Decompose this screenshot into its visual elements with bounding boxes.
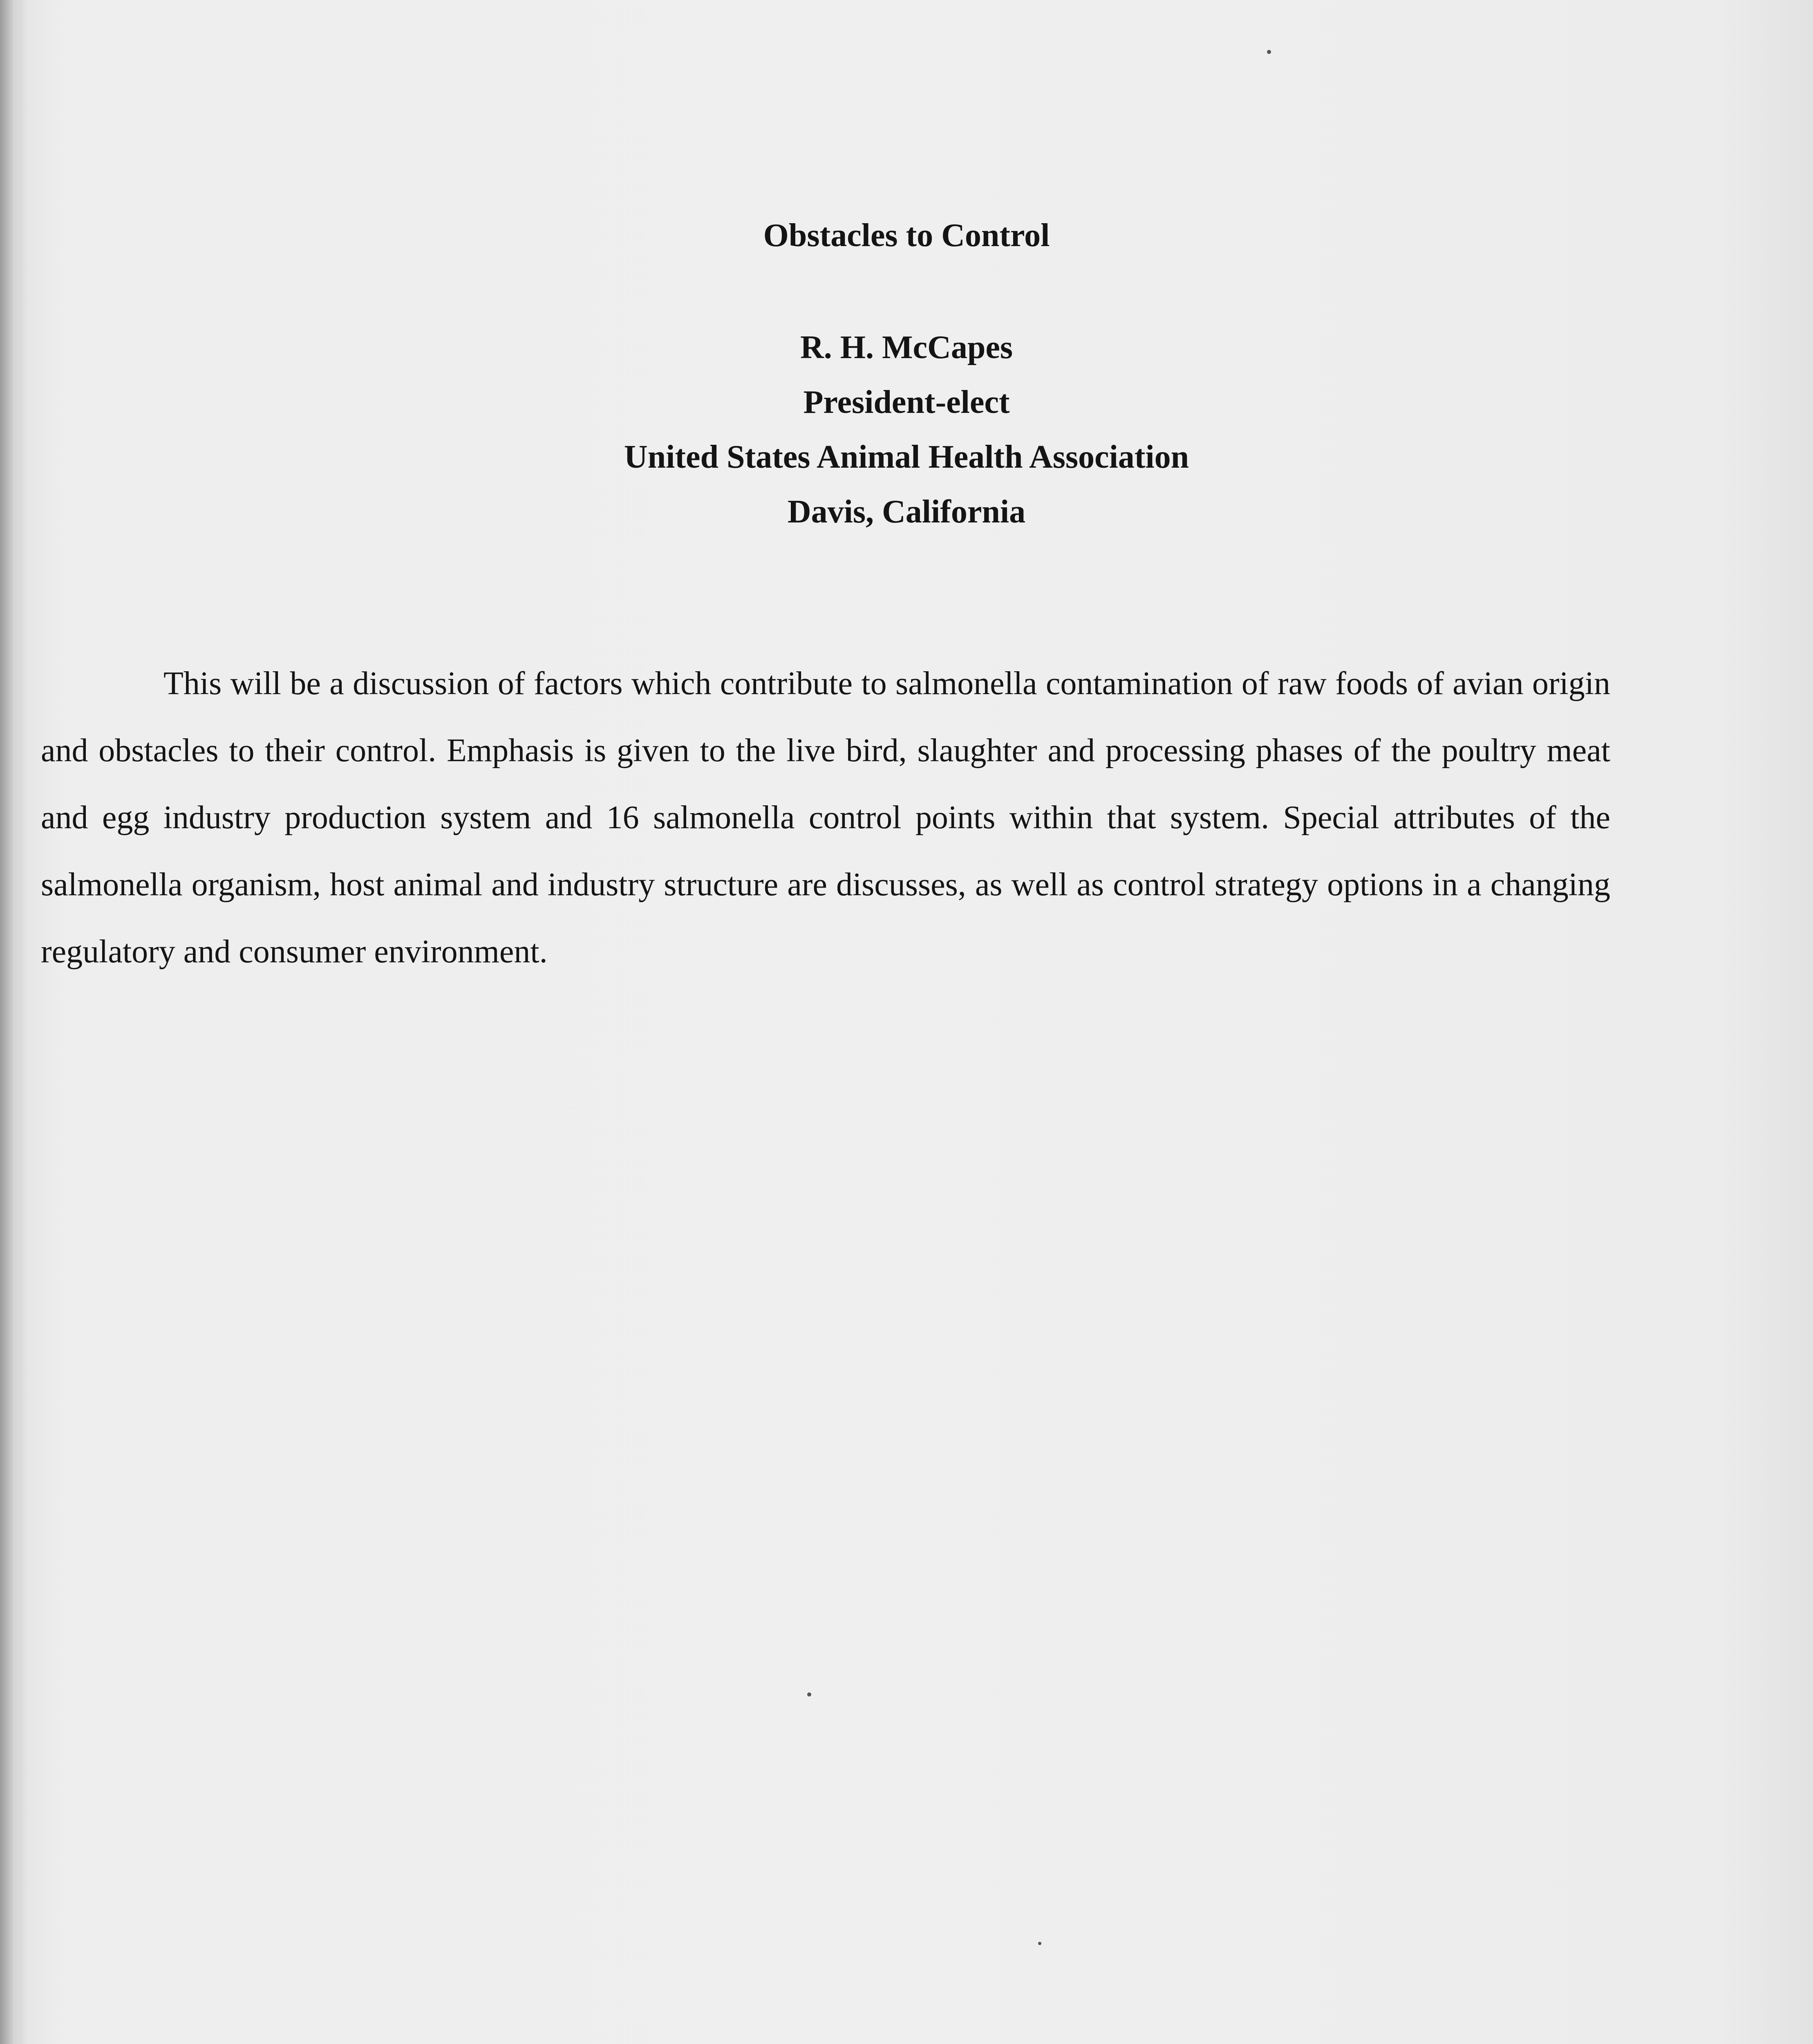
author-name: R. H. McCapes [800,329,1013,365]
abstract-paragraph: This will be a discussion of factors which contribute to salmonella contamination of raw foods of avian origin and obstacles to their control. Emphasis is given to the live bird, slaughter and processing phases of the poultry meat and egg industry production system and 16 salmonella control points within that system. Special attributes of the salmonella organism, host animal and industry structure are discusses, as well as control strategy options in a changing regulatory and consumer environment. [41,666,1610,970]
scan-speck [1267,50,1271,54]
author-role: President-elect [803,384,1010,420]
author-location: Davis, California [787,494,1026,530]
scan-speck [1038,1942,1041,1945]
document-title: Obstacles to Control [763,217,1050,253]
scan-speck [807,1692,811,1697]
binding-shadow [0,0,29,2044]
author-organization: United States Animal Health Association [624,439,1189,475]
